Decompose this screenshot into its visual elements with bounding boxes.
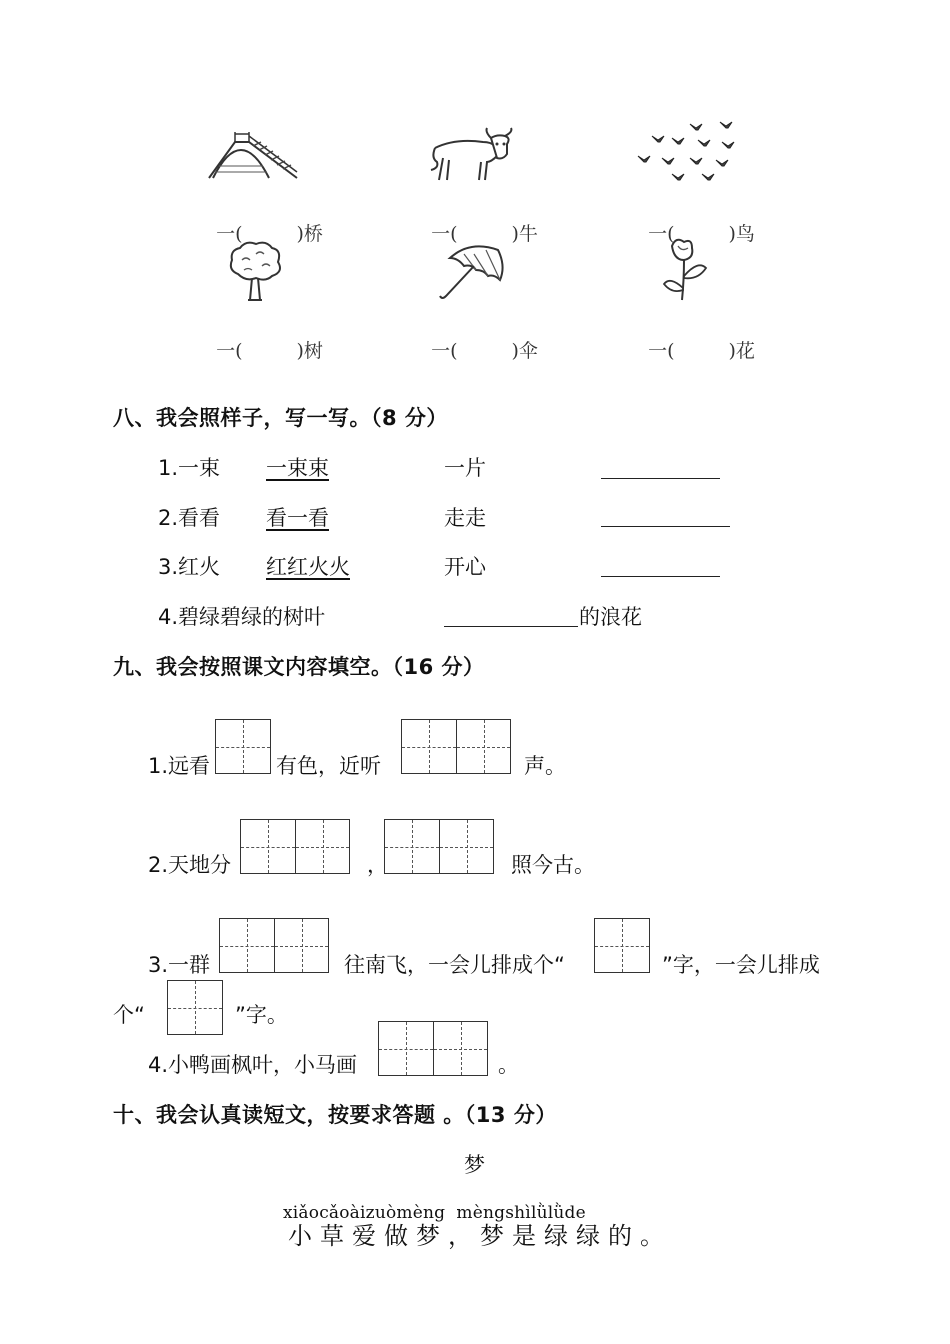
- s9-q4-box1[interactable]: [378, 1021, 488, 1076]
- s8-row4-suffix: 的浪花: [579, 605, 642, 629]
- s9-q3-box2[interactable]: [594, 918, 650, 973]
- s9-q2-box1[interactable]: [240, 819, 350, 874]
- caption-flower: 一( )花: [648, 340, 755, 362]
- s8-row4-answer-blank[interactable]: [444, 626, 578, 627]
- caption-cow: 一( )牛: [431, 223, 538, 245]
- s9-q1-text-b: 有色，近听: [276, 754, 381, 778]
- s9-q2-box2[interactable]: [384, 819, 494, 874]
- s8-row1-example: 一束束: [266, 456, 329, 480]
- s9-q2-text-b: ，: [367, 853, 388, 877]
- section9-title: 九、我会按照课文内容填空。（16 分）: [113, 655, 485, 679]
- section8-title: 八、我会照样子，写一写。（8 分）: [113, 406, 448, 430]
- passage-pinyin: xiǎocǎoàizuòmèng mèngshìlǜlǜde: [283, 1203, 586, 1223]
- s8-row1-answer-blank[interactable]: [601, 478, 720, 479]
- s8-row1-label: 1.一束: [158, 456, 221, 480]
- s9-q3-text-c: ”字，一会儿排成: [662, 953, 820, 977]
- s8-row2-word: 走走: [444, 506, 486, 530]
- s8-row3-label: 3.红火: [158, 555, 221, 579]
- s8-row2-label: 2.看看: [158, 506, 221, 530]
- s9-q3-text-b: 往南飞，一会儿排成个“: [344, 953, 565, 977]
- s9-q1-box1[interactable]: [215, 719, 271, 774]
- s9-q3-text-d: 个“: [113, 1003, 145, 1027]
- bridge-picture: [205, 128, 301, 184]
- s9-q2-text-a: 2.天地分: [148, 853, 232, 877]
- caption-umbrella: 一( )伞: [431, 340, 538, 362]
- passage-title: 梦: [464, 1153, 485, 1177]
- birds-icon: [632, 118, 742, 184]
- s9-q3-box3[interactable]: [167, 980, 223, 1035]
- cow-icon: [425, 128, 517, 184]
- s9-q2-text-c: 照今古。: [511, 853, 595, 877]
- s9-q1-text-a: 1.远看: [148, 754, 211, 778]
- section10-title: 十、我会认真读短文，按要求答题 。（13 分）: [113, 1103, 557, 1127]
- caption-bridge: 一( )桥: [216, 223, 323, 245]
- s8-row3-answer-blank[interactable]: [601, 576, 720, 577]
- tree-icon: [226, 240, 284, 302]
- s8-row3-example: 红红火火: [266, 555, 350, 579]
- s9-q4-text-a: 4.小鸭画枫叶，小马画: [148, 1053, 358, 1077]
- s8-row2-example: 看一看: [266, 506, 329, 530]
- s8-row3-word: 开心: [444, 555, 486, 579]
- birds-picture: [632, 118, 742, 184]
- s8-row4-label: 4.碧绿碧绿的树叶: [158, 605, 326, 629]
- s9-q1-box2[interactable]: [401, 719, 511, 774]
- s8-row2-answer-blank[interactable]: [601, 526, 730, 527]
- s9-q1-text-c: 声。: [524, 754, 566, 778]
- s9-q4-text-b: 。: [498, 1053, 519, 1077]
- s9-q3-text-a: 3.一群: [148, 953, 211, 977]
- umbrella-picture: [436, 244, 506, 302]
- cow-picture: [425, 128, 517, 184]
- bridge-icon: [205, 128, 301, 184]
- tree-picture: [226, 240, 284, 302]
- passage-text: 小草爱做梦，梦是绿绿的。: [288, 1222, 672, 1250]
- caption-birds: 一( )鸟: [648, 223, 755, 245]
- s8-row1-word: 一片: [444, 456, 486, 480]
- caption-tree: 一( )树: [216, 340, 323, 362]
- s9-q3-text-e: ”字。: [235, 1003, 288, 1027]
- s9-q3-box1[interactable]: [219, 918, 329, 973]
- umbrella-icon: [436, 244, 506, 302]
